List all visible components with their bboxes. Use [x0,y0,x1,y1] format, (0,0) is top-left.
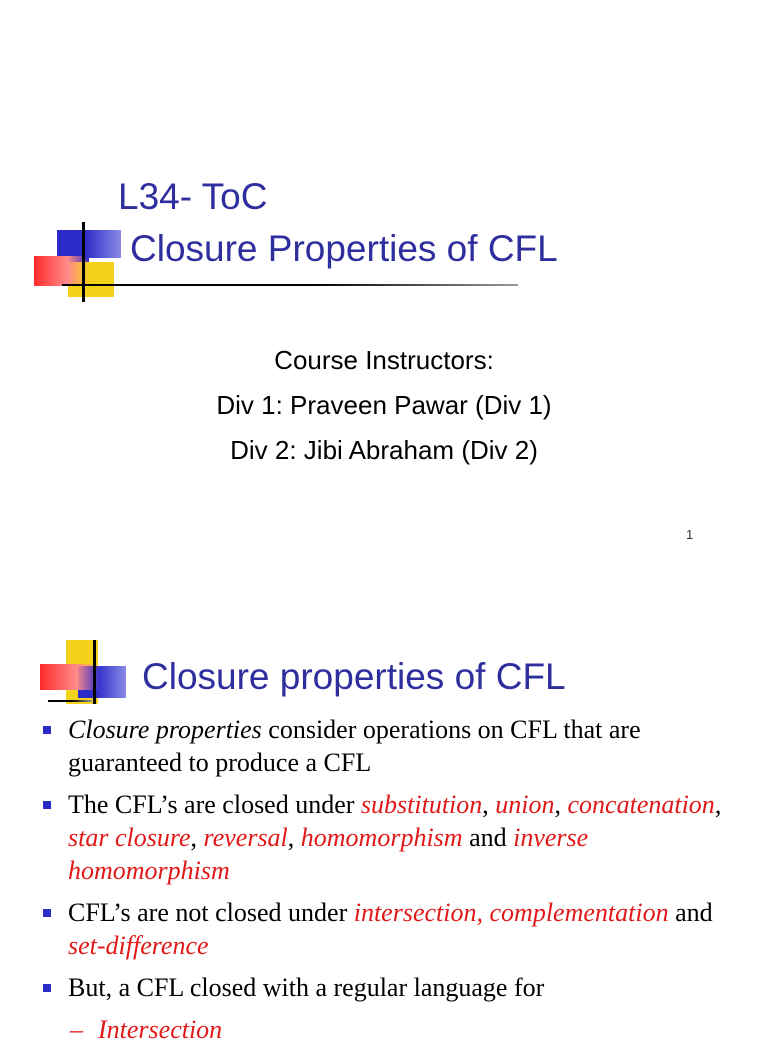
bullet-square-icon [43,909,51,917]
term-concatenation: concatenation [567,790,715,819]
bullet-square-icon [43,726,51,734]
dash-bullet-icon: – [70,1015,83,1044]
bullet-text: , [554,790,568,819]
instructor-div-2: Div 2: Jibi Abraham (Div 2) [230,435,538,465]
term-homomorphism: homomorphism [300,823,463,852]
term-complementation: complementation [489,898,669,927]
bullet-list [40,713,740,1046]
term-union: union [495,790,555,819]
instructors-heading: Course Instructors: [274,345,494,375]
bullet-item [40,971,740,1004]
bullet-text-italic: Closure properties [68,715,262,744]
bullet-text: consider operations on CFL that are guaranteed to produce a CFL [68,715,641,777]
bullet-text: and [668,898,713,927]
term-substitution: substitution [360,790,483,819]
bullet-text: , [287,823,301,852]
bullet-text: , [190,823,204,852]
term-reversal: reversal [203,823,288,852]
bullet-text: CFL’s are not closed under [68,898,354,927]
term-inverse-homomorphism: inverse homomorphism [68,823,589,885]
instructor-div-1: Div 1: Praveen Pawar (Div 1) [216,390,552,420]
slide-title-line-1: L34- ToC [118,176,268,217]
instructors-block [0,338,768,473]
bullet-item [40,713,740,779]
slide-title-line-2: Closure Properties of CFL [130,228,558,269]
sub-bullet-item [40,1013,740,1046]
bullet-square-icon [43,801,51,809]
bullet-text: The CFL’s are closed under [68,790,361,819]
bullet-item [40,788,740,887]
bullet-item [40,896,740,962]
term-intersection-sub: Intersection [98,1015,223,1044]
bullet-text: , [482,790,496,819]
slide-closure-properties [0,580,768,1044]
term-intersection: intersection, [353,898,483,927]
term-set-difference: set-difference [68,931,209,960]
bullet-square-icon [43,984,51,992]
slide-heading: Closure properties of CFL [142,656,566,697]
page-number: 1 [686,527,694,542]
bullet-text: But, a CFL closed with a regular language for [68,973,545,1002]
bullet-text: , [714,790,722,819]
term-star-closure: star closure [68,823,191,852]
bullet-text: and [462,823,514,852]
